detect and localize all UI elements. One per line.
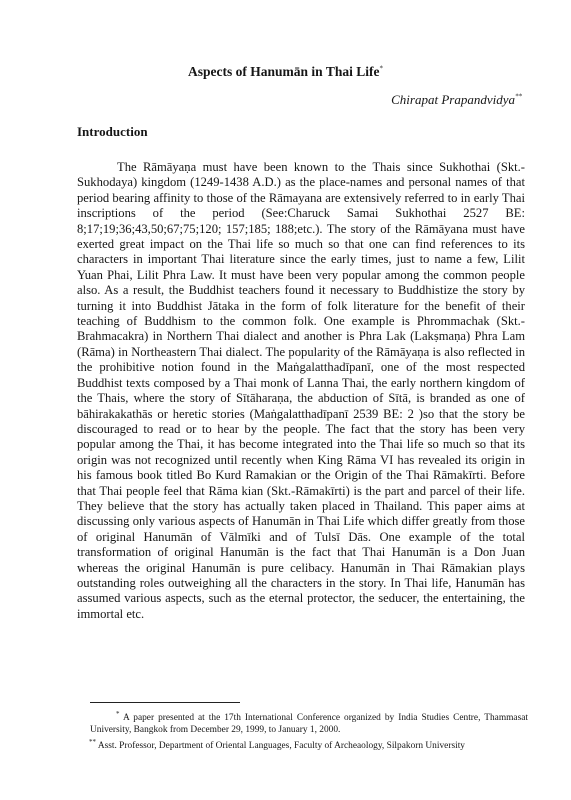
section-heading: Introduction — [77, 124, 148, 139]
paper-title-text: Aspects of Hanumān in Thai Life — [188, 64, 380, 79]
author-line — [391, 92, 522, 108]
footnotes — [90, 708, 528, 752]
footnote-2-text: Asst. Professor, Department of Oriental Languages, Faculty of Archeaology, Silpakorn University — [97, 741, 465, 752]
footnote-rule — [90, 702, 240, 703]
body-paragraph: The Rāmāyaṇa must have been known to the Thais since Sukhothai (Skt.-Sukhodaya) kingdom (1249-1438 A.D.) as the place-names and personal names of that period bearing affinity to those of the Rāmayana are extensively referred to in early Thai inscriptions of the period (See:Charuck Samai Sukhothai 2527 BE: 8;17;19;36;43,50;67;75;120; 157;185; 188;etc.). The story of the Rāmāyana must have exerted great impact on the Thai life so much so that one can find references to its characters in important Thai literature since the early times, just to name a few, Lilit Yuan Phai, Lilit Phra Law. It must have been very popular among the common people also. As a result, the Buddhist teachers found it necessary to Buddhistize the story by turning it into Buddhist Jātaka in the form of folk literature for the benefit of their teaching of Buddhism to the common folk. One example is Phrommachak (Skt.-Brahmacakra) in Northern Thai dialect and another is Phra Lak (Lakṣmaṇa) Phra Lam (Rāma) in Northeastern Thai dialect. The popularity of the Rāmāyaṇa is also reflected in the prohibitive notion found in the Maṅgalatthadīpanī, one of the most respected Buddhist texts composed by a Thai monk of Lanna Thai, the early northern kingdom of the Thais, where the story of Sītāharaṇa, the abduction of Sītā, is branded as one of bāhirakakathās or heretic stories (Maṅgalatthadīpanī 2539 BE: 2 )so that the story be discouraged to read or to hear by the people. The fact that the story has been very popular among the Thai, it has become integrated into the Thai life so much so that its origin was not recognized until recently when King Rāma VI has revealed its origin in his famous book titled Bo Kurd Ramakian or the Origin of the Thai Rāmakīrti. Before that Thai people feel that Rāma kian (Skt.-Rāmakīrti) is the part and parcel of their life. They believe that the story has actually taken placed in Thailand. This paper aims at discussing only various aspects of Hanumān in Thai Life which differ greatly from those of original Hanumān of Vālmīki and of Tulsī Dās. One example of the total transformation of original Hanumān is the fact that Thai Hanumān is a Don Juan whereas the original Hanumān is pure celibacy. Hanumān in Thai Rāmakian plays outstanding roles outweighing all the characters in the story. In Thai life, Hanumān has assumed various aspects, such as the eternal protector, the seducer, the entertaining, the immortal etc. — [77, 160, 525, 621]
footnote-1-mark: * — [116, 710, 120, 718]
footnote-2-mark: ** — [89, 738, 96, 747]
paper-title — [0, 64, 571, 80]
title-footnote-mark: * — [379, 64, 383, 73]
author-footnote-mark: ** — [515, 92, 522, 101]
footnote-2 — [89, 736, 528, 752]
footnote-1-text: A paper presented at the 17th International Conference organized by India Studies Centre, Thammasat University, Bangkok from December 29, 1999, to January 1, 2000. — [90, 713, 528, 736]
footnote-1 — [90, 708, 528, 736]
author-name: Chirapat Prapandvidya — [391, 92, 515, 107]
